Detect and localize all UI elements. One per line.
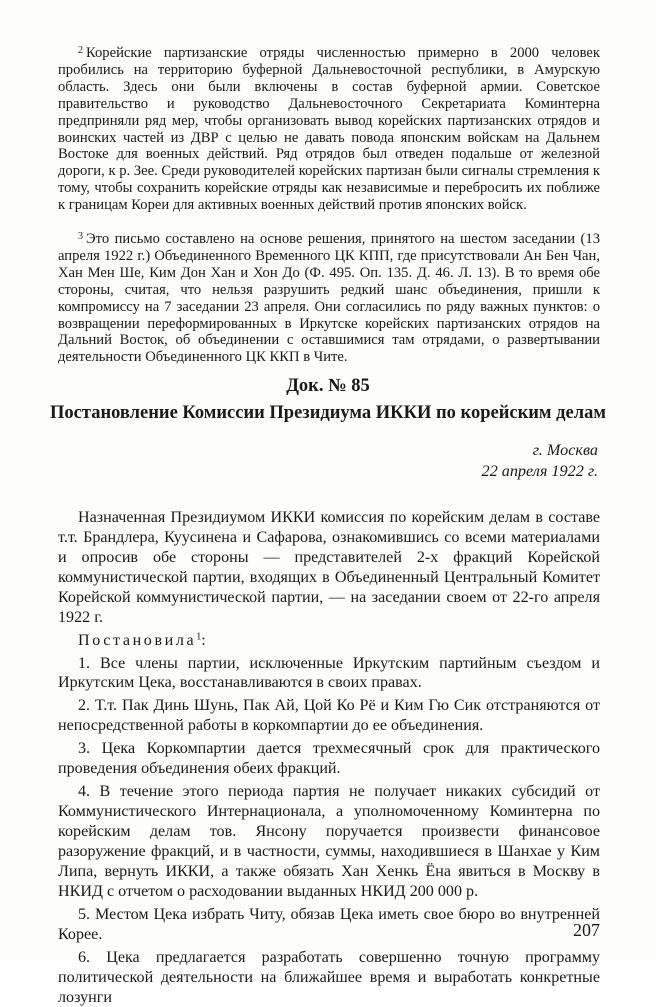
intro-paragraph: Назначенная Президиумом ИККИ комиссия по корейским делам в составе т.т. Брандлера, Куусинена и Сафарова, ознакомившись со всеми материалами и опросив обе стороны — представителей 2-х фракций Корейской коммунистической партии, входящих в Объединенный Центральный Комитет Корейской коммунистической партии, — на заседании своем от 22-го апреля 1922 г. bbox=[58, 509, 600, 626]
document-body bbox=[58, 508, 600, 1007]
footnote-text: Корейские партизанские отряды численностью примерно в 2000 человек пробились на территорию буферной Дальневосточной республики, в Амурскую область. Здесь они были включены в состав буферной армии. Советское правительство и руководство Дальневосточного Секретариата Коминтерна предприняли ряд мер, чтобы организовать вывод корейских партизанских отрядов и воинских частей из ДВР с целью не давать повода японским войскам на Дальнем Востоке для военных действий. Ряд отрядов был отведен подальше от железной дороги, к р. Зее. Среди руководителей корейских партизан были сигналы стремления к тому, чтобы сохранить корейские отряды как независимые и перебросить их поближе к границам Кореи для активных военных действий против японских войск. bbox=[58, 45, 600, 214]
footnote-marker: 2 bbox=[78, 44, 83, 56]
resolved-word: Постановила bbox=[78, 631, 197, 649]
footnote-marker: 3 bbox=[78, 230, 83, 242]
point-3: 3. Цека Коркомпартии дается трехмесячный срок для практического проведения объединения обеих фракций. bbox=[58, 740, 600, 778]
resolved-footnote-marker: 1 bbox=[196, 631, 202, 643]
point-2: 2. Т.т. Пак Динь Шунь, Пак Ай, Цой Ко Рё и Ким Гю Сик отстраняются от непосредственной работы в коркомпартии до ее объединения. bbox=[58, 697, 600, 735]
document-number: Док. № 85 bbox=[286, 376, 370, 396]
point-4: 4. В течение этого периода партия не получает никаких субсидий от Коммунистического Интернационала, а уполномоченному Коминтерна по корейским делам тов. Янсону поручается произвести финансовое разоружение фракций, и в частности, суммы, находившиеся в Шанхае у Ким Липа, вернуть ИККИ, а также обязать Хан Хенкь Ёна явиться в Москву в НКИД с отчетом о расходовании выданных НКИД 200 000 р. bbox=[58, 783, 600, 900]
footnote-paragraph bbox=[58, 45, 600, 214]
point-1: 1. Все члены партии, исключенные Иркутским партийным съездом и Иркутским Цека, восстанавливаются в своих правах. bbox=[58, 654, 600, 692]
document-title: Постановление Комиссии Президиума ИККИ по корейским делам bbox=[50, 403, 606, 423]
point-6: 6. Цека предлагается разработать совершенно точную программу политической деятельности на ближайшее время и выработать конкретные лозунги bbox=[58, 948, 600, 1006]
page-number: 207 bbox=[573, 920, 600, 940]
footnote-text: Это письмо составлено на основе решения, принятого на шестом заседании (13 апреля 1922 г.) Объединенного Временного ЦК КПП, где присутствовали Ан Бен Чан, Хан Мен Ше, Ким Дон Хан и Хон До (Ф. 495. Оп. 135. Д. 46. Л. 13). В то время обе стороны, считая, что нельзя разрушить редкий шанс объединения, пришли к компромиссу на 7 заседании 23 апреля. Они согласились по ряду важных пунктов: о возвращении переформированных в Иркутске корейских партизанских отрядов на Дальний Восток, об объединении с оставшимися там отрядами, о развертывании деятельности Объединенного ЦК ККП в Чите. bbox=[58, 231, 600, 366]
footnote-3 bbox=[58, 231, 600, 366]
footnote-paragraph bbox=[58, 231, 600, 366]
footnote-2 bbox=[58, 45, 600, 214]
document-date: 22 апреля 1922 г. bbox=[481, 462, 598, 480]
point-5: 5. Местом Цека избрать Читу, обязав Цека иметь свое бюро во внутренней Корее. bbox=[58, 905, 600, 943]
resolved-line: Постановила$^1$: bbox=[78, 631, 206, 649]
document-place: г. Москва bbox=[532, 441, 598, 459]
